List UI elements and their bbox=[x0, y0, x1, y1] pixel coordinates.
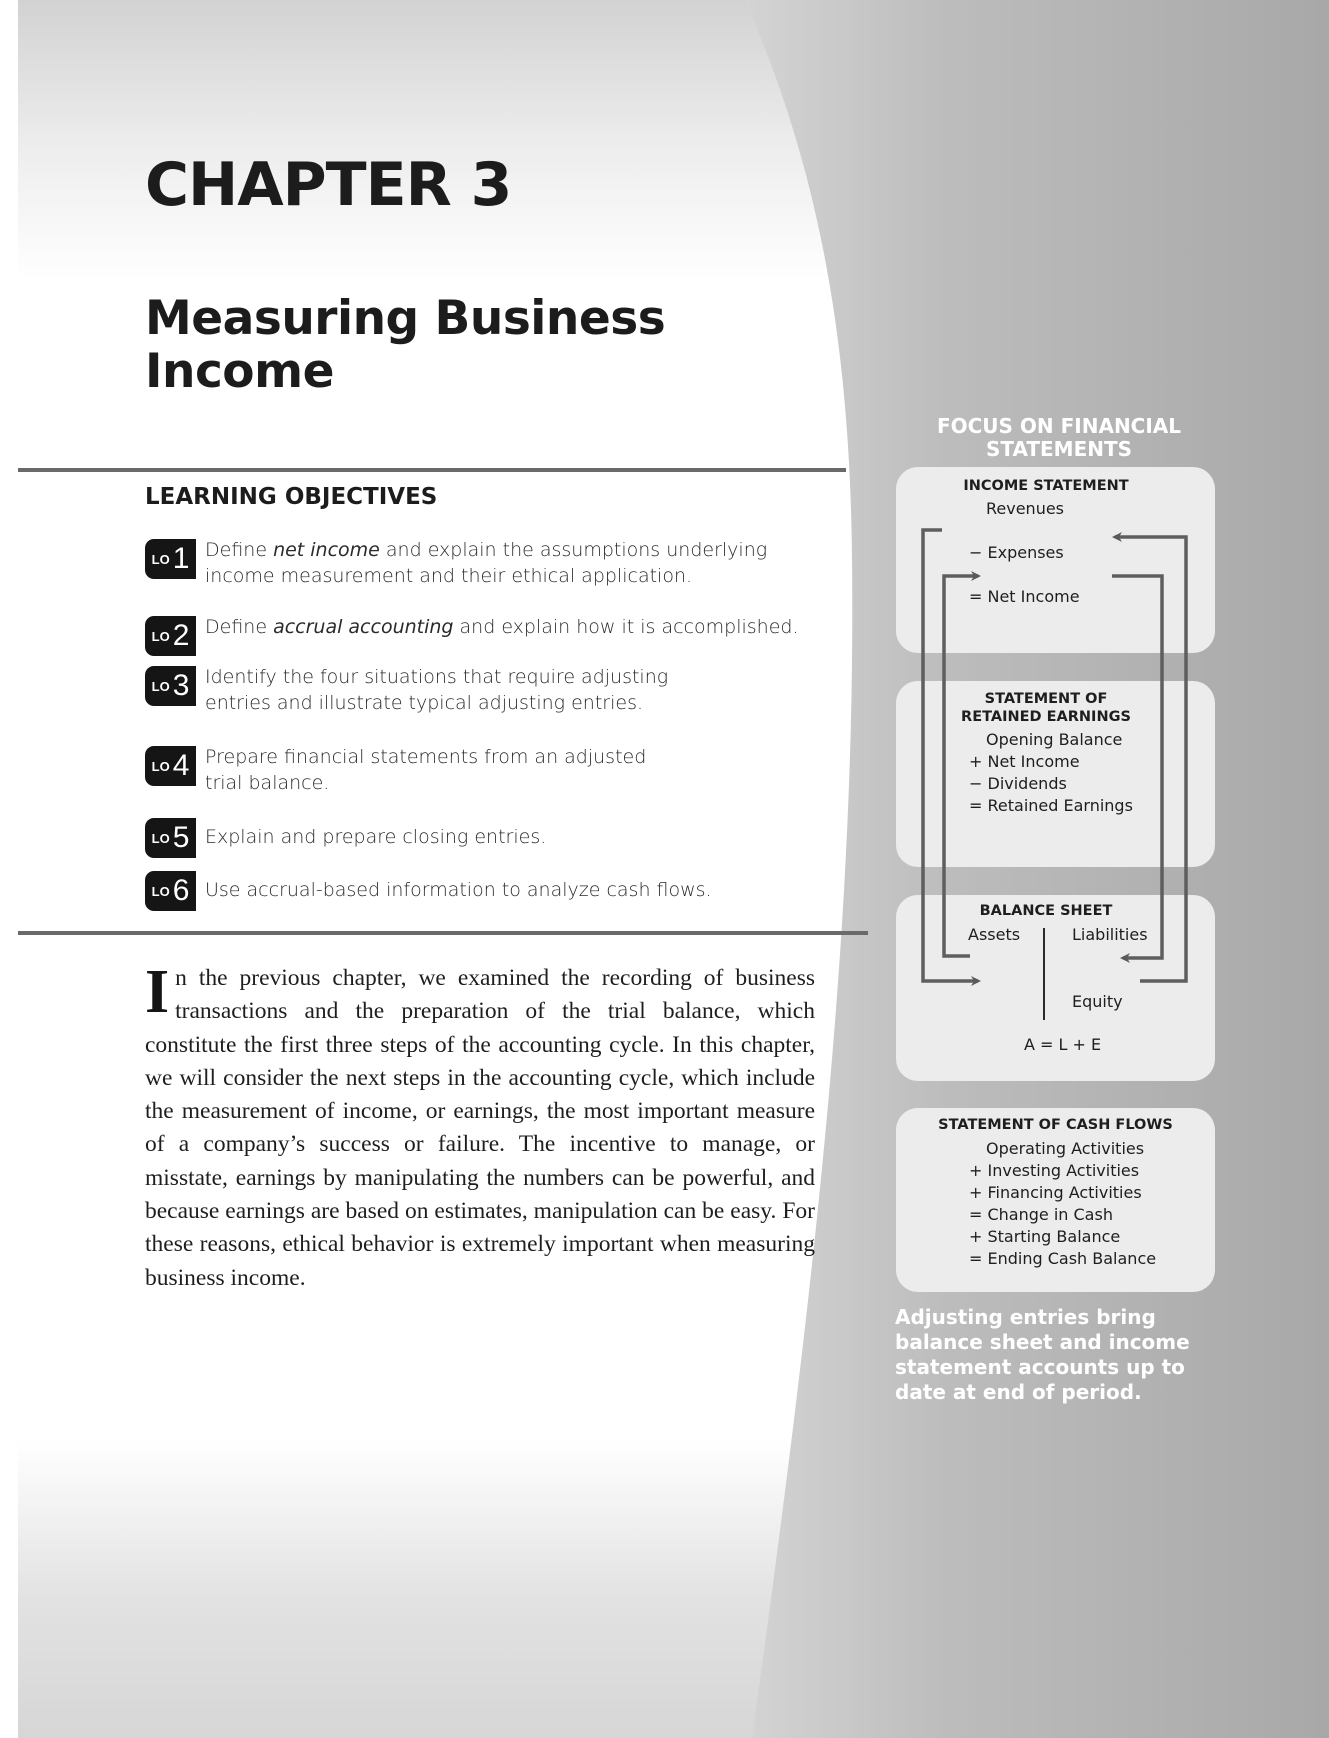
balance-sheet-box bbox=[896, 895, 1215, 1081]
sidebar-title-line1: FOCUS ON FINANCIAL bbox=[936, 414, 1182, 438]
dividends-label: − Dividends bbox=[969, 774, 1067, 793]
learning-objective-2 bbox=[145, 614, 799, 656]
lo-text-emphasis: net income bbox=[273, 539, 380, 561]
learning-objective-6 bbox=[145, 869, 712, 911]
accounting-equation: A = L + E bbox=[1024, 1035, 1102, 1054]
learning-objective-1 bbox=[145, 537, 767, 589]
expenses-label: − Expenses bbox=[969, 543, 1064, 562]
lo-text bbox=[205, 824, 546, 850]
retained-earnings-label: = Retained Earnings bbox=[969, 796, 1133, 815]
lo-prefix: LO bbox=[151, 551, 170, 567]
income-statement-heading: INCOME STATEMENT bbox=[963, 478, 1129, 494]
lo-text-pre: Identify the four situations that require adjusting bbox=[205, 666, 669, 688]
lo-number: 6 bbox=[172, 874, 190, 907]
lo-badge bbox=[145, 746, 196, 786]
chapter-title-line1: Measuring Business bbox=[145, 291, 666, 346]
lo-prefix: LO bbox=[151, 830, 170, 846]
lo-prefix: LO bbox=[151, 758, 170, 774]
lo-text-line2: trial balance. bbox=[205, 772, 330, 794]
learning-objective-3 bbox=[145, 664, 668, 716]
change-in-cash-label: = Change in Cash bbox=[969, 1205, 1113, 1224]
financing-activities-label: + Financing Activities bbox=[969, 1183, 1142, 1202]
equity-label: Equity bbox=[1072, 992, 1123, 1011]
bottom-divider bbox=[18, 931, 868, 935]
lo-text-pre: Use accrual-based information to analyze cash flows. bbox=[205, 879, 712, 901]
cash-flows-box bbox=[896, 1108, 1215, 1292]
lo-number: 2 bbox=[172, 619, 190, 652]
intro-paragraph bbox=[145, 958, 815, 1295]
lo-text bbox=[205, 537, 767, 589]
assets-label: Assets bbox=[968, 925, 1021, 944]
lo-prefix: LO bbox=[151, 678, 170, 694]
ending-cash-balance-label: = Ending Cash Balance bbox=[969, 1249, 1157, 1268]
learning-objective-5 bbox=[145, 816, 546, 858]
chapter-title-line2: Income bbox=[145, 344, 334, 399]
learning-objective-4 bbox=[145, 744, 646, 796]
income-statement-box bbox=[896, 467, 1215, 653]
re-net-income-label: + Net Income bbox=[969, 752, 1080, 771]
chapter-label: CHAPTER 3 bbox=[145, 150, 512, 220]
top-divider bbox=[18, 468, 846, 472]
retained-earnings-heading-line2: RETAINED EARNINGS bbox=[961, 709, 1131, 725]
retained-earnings-heading bbox=[896, 690, 1196, 726]
t-account-divider bbox=[1043, 928, 1045, 1020]
lo-text-post: and explain the assumptions underlying bbox=[379, 539, 768, 561]
lo-text bbox=[205, 744, 646, 796]
net-income-label: = Net Income bbox=[969, 587, 1080, 606]
lo-text-pre: Prepare financial statements from an adjusted bbox=[205, 746, 647, 768]
lo-badge bbox=[145, 818, 196, 858]
investing-activities-label: + Investing Activities bbox=[969, 1161, 1140, 1180]
lo-prefix: LO bbox=[151, 883, 170, 899]
sidebar-title bbox=[900, 415, 1218, 461]
retained-earnings-box bbox=[896, 681, 1215, 867]
operating-activities-label: Operating Activities bbox=[986, 1139, 1145, 1158]
balance-sheet-heading: BALANCE SHEET bbox=[979, 903, 1113, 919]
lo-text bbox=[205, 877, 712, 903]
lo-text-emphasis: accrual accounting bbox=[273, 616, 454, 638]
lo-badge bbox=[145, 666, 196, 706]
chapter-title bbox=[145, 292, 665, 398]
learning-objectives-heading: LEARNING OBJECTIVES bbox=[145, 484, 438, 510]
page-margin bbox=[0, 0, 18, 1738]
opening-balance-label: Opening Balance bbox=[986, 730, 1123, 749]
lo-number: 4 bbox=[172, 749, 190, 782]
lo-text-line2: entries and illustrate typical adjusting entries. bbox=[205, 692, 644, 714]
lo-text-pre: Define bbox=[205, 616, 274, 638]
lo-number: 5 bbox=[172, 821, 190, 854]
drop-cap: I bbox=[145, 958, 170, 1026]
starting-balance-label: + Starting Balance bbox=[969, 1227, 1121, 1246]
revenues-label: Revenues bbox=[986, 499, 1065, 518]
lo-text-pre: Explain and prepare closing entries. bbox=[205, 826, 547, 848]
intro-text: n the previous chapter, we examined the recording of business transactions and the preparation of the trial balance, which constitute the first three steps of the accounting cycle. In this chapter, we will consider the next steps in the accounting cycle, which include the measurement of income, or earnings, the most important measure of a company’s success or failure. The incentive to manage, or misstate, earnings by manipulating the numbers can be powerful, and because earnings are based on estimates, manipulation can be easy. For these reasons, ethical behavior is extremely important when measuring business income. bbox=[145, 965, 815, 1291]
lo-badge bbox=[145, 616, 196, 656]
lo-badge bbox=[145, 871, 196, 911]
lo-text bbox=[205, 614, 799, 640]
liabilities-label: Liabilities bbox=[1072, 925, 1148, 944]
lo-text-line2: income measurement and their ethical application. bbox=[205, 565, 693, 587]
lo-badge bbox=[145, 539, 196, 579]
lo-number: 3 bbox=[172, 669, 190, 702]
lo-text-post: and explain how it is accomplished. bbox=[453, 616, 799, 638]
cash-flows-heading: STATEMENT OF CASH FLOWS bbox=[938, 1117, 1173, 1133]
lo-number: 1 bbox=[172, 542, 190, 575]
sidebar-title-line2: STATEMENTS bbox=[985, 437, 1133, 461]
retained-earnings-heading-line1: STATEMENT OF bbox=[984, 691, 1108, 707]
lo-text bbox=[205, 664, 668, 716]
lo-text-pre: Define bbox=[205, 539, 274, 561]
sidebar-caption: Adjusting entries bring balance sheet and income statement accounts up to date at end of period. bbox=[895, 1305, 1190, 1404]
lo-prefix: LO bbox=[151, 628, 170, 644]
